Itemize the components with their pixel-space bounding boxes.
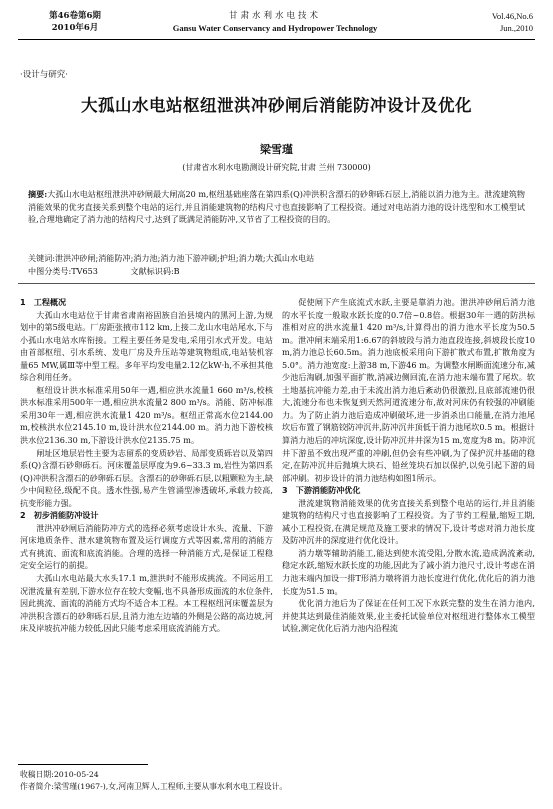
body-paragraph: 大孤山水电站位于甘肃省肃南裕固族自治县境内的黑河上游,为规划中的第5级电站。厂房距张掖市112 km,上接二龙山水电站尾水,下与小孤山水电站水库衔接。工程主要任务是发电,采用引水式开发。电站由首部枢纽、引水系统、发电厂房及升压站等建筑物组成,电站装机容量65 MW,属Ⅲ等中型工程。多年平均发电量2.12亿kW·h,不承担其他综合利用任务。	[20, 309, 273, 383]
section-heading: 3 下游消能防冲优化	[282, 485, 361, 496]
issue-info	[20, 10, 130, 34]
body-paragraph: 泄流建筑物消能效果的优劣直接关系到整个电站的运行,并且消能建筑物的结构尺寸也直接影响了工程投资。为了节约工程量,缩短工期,减小工程投资,在满足规范及施工要求的情况下,设计考虑对消力池长度及防冲沉井的深度进行优化设计。	[282, 497, 535, 546]
abstract-label: 摘要:	[28, 189, 48, 199]
section-tag: ·设计与研究·	[20, 70, 68, 80]
keywords-label: 关键词:	[28, 253, 56, 263]
clc-number: 中图分类号:TV653	[28, 266, 98, 276]
section-heading: 1 工程概况	[20, 297, 67, 307]
issue-number: 第46卷第6期	[49, 11, 101, 21]
volume-number: Vol.46,No.6	[491, 11, 533, 21]
body-paragraph: 消力墩等辅助消能工,能达到使水流受阻,分散水流,造成涡流紊动,稳定水跃,缩短水跃长度的功能,因此为了减小消力池尺寸,设计考虑在消力池末端内加设一排T形消力墩将消力池长度进行优化,优化后的消力池长度为51.5 m。	[282, 547, 535, 596]
author-name: 梁雪瑾	[260, 143, 293, 156]
keywords-text: 泄洪冲砂闸;消能防冲;消力池;消力池下游冲刷;护坦;消力墩;大孤山水电站	[55, 253, 315, 263]
abstract-rule	[18, 283, 535, 284]
body-paragraph: 大孤山水电站最大水头17.1 m,泄洪时不能形成挑流。不同运用工况泄流量有差别,下游水位存在较大变幅,也不具备形成面流的水位条件,因此挑流、面流的消能方式均不适合本工程。本工程枢纽河床覆盖层为冲洪积含漂石的砂卵砾石层,且消力池左边墙的外侧是公路的高边坡,河床及岸坡抗冲能力较低,因此只能考虑采用底流消能方式。	[20, 573, 273, 634]
header-rule	[18, 39, 535, 40]
keywords	[28, 252, 525, 265]
body-column-left	[20, 296, 273, 635]
document-code: 文献标识码:B	[130, 266, 180, 276]
journal-name-en: Gansu Water Conservancy and Hydropower Technology	[172, 23, 378, 33]
volume-info	[423, 10, 533, 34]
author-affiliation: (甘肃省水利水电勘测设计研究院,甘肃 兰州 730000)	[182, 163, 371, 172]
body-column-right	[282, 296, 535, 635]
body-paragraph: 枢纽设计洪水标准采用50年一遇,相应洪水流量1 660 m³/s,校核洪水标准采用500年一遇,相应洪水流量2 800 m³/s。消能、防冲标准采用30年一遇,相应洪水流量1 420 m³/s。枢纽正常高水位2144.00 m,校核洪水位2145.10 m,设计洪水位2144.00 m。消力池下游校核洪水位2136.30 m,下游设计洪水位2135.75 m。	[20, 384, 273, 446]
body-paragraph: 泄洪冲砂闸后消能防冲方式的选择必须考虑设计水头、流量、下游河床地质条件、泄水建筑物布置及运行调度方式等因素,常用的消能方式有挑流、面流和底流消能。合理的选择一种消能方式,是保证工程稳定安全运行的前提。	[20, 522, 273, 571]
footnote	[20, 769, 287, 793]
abstract	[28, 188, 525, 226]
author-bio: 作者简介:梁雪瑾(1967-),女,河南卫辉人,工程师,主要从事水利水电工程设计。	[20, 782, 288, 791]
classification	[28, 265, 525, 278]
journal-name	[150, 10, 400, 34]
article-title: 大孤山水电站枢纽泄洪冲砂闸后消能防冲设计及优化	[81, 96, 472, 115]
footnote-rule	[18, 764, 148, 765]
journal-name-cn: 甘肃水利水电技术	[228, 11, 321, 21]
section-heading: 2 初步消能防冲设计	[20, 510, 99, 521]
abstract-text: 大孤山水电站枢纽泄洪冲砂闸最大闸高20 m,枢纽基础座落在第四系(Q)冲洪积含漂石的砂卵砾石层上,消能以消力池为主。泄流建筑物消能效果的优劣直接关系到整个电站的运行,并且消能建筑物的结构尺寸也直接影响了工程投资。通过对电站消力池的设计选型和水工模型试验,合理地确定了消力池的结构尺寸,达到了既满足消能防冲,又节省了工程投资的目的。	[28, 189, 525, 225]
issue-date: 2010年6月	[51, 23, 99, 33]
body-paragraph: 优化消力池后为了保证在任何工况下水跃完整的发生在消力池内,并使其达到最佳消能效果,业主委托试验单位对枢纽进行整体水工模型试验,测定优化后消力池内沿程流	[282, 598, 535, 634]
body-paragraph: 促使闸下产生底流式水跃,主要是靠消力池。泄洪冲砂闸后消力池的水平长度一般取水跃长度的0.7倍~0.8倍。根据30年一遇的防洪标准相对应的洪水流量1 420 m³/s,计算得出的消力池水平长度为50.5 m。泄冲闸末端采用1:6.67的斜坡段与消力池直段连接,斜坡段长度10 m,消力池总长60.5m。消力池底板采用向下游扩散式布置,扩散角度为5.0°。消力池宽度:上游38 m,下游46 m。为调整水闸断面流速分布,减少池后淘刷,加强平面扩散,消减边侧回流,在消力池末端布置了尾坎。软土地基抗冲能力差,由于未流出消力池后紊动仍很激烈,且底部流速仍很大,流速分布也未恢复到天然河道流速分布,故对河床仍有较强的冲刷能力。为了防止消力池后造成冲刷破坏,进一步消杀出口能量,在消力池尾坎后布置了钢筋铰防冲沉井,防冲沉井顶低于消力池尾坎0.5 m。根据计算消力池后的冲坑深度,设计防冲沉井井深为15 m,宽度为8 m。防冲沉井下游虽不致出现严重的冲刷,但仍会有些冲刷,为了保护沉井基础的稳定,在防冲沉井后抛填大块石、铅丝笼块石加以保护,以免引起下游的局部冲刷。初步设计的消力池结构如图1所示。	[282, 297, 535, 483]
body-paragraph: 闸址区地层岩性主要为志留系的变质砂岩、局部变质砾岩以及第四系(Q)含漂石砂卵砾石。河床覆盖层厚度为9.6~33.3 m,岩性为第四系(Q)冲洪积含漂石的砂卵砾石层。含漂石的砂卵砾石层,以粗颗粒为主,缺少中间粒径,级配不良。透水性强,易产生管涌型渗透破坏,承载力较高,抗变形能力强。	[20, 447, 273, 508]
volume-date: Jun.,2010	[499, 23, 533, 33]
received-date: 收稿日期:2010-05-24	[20, 770, 99, 779]
